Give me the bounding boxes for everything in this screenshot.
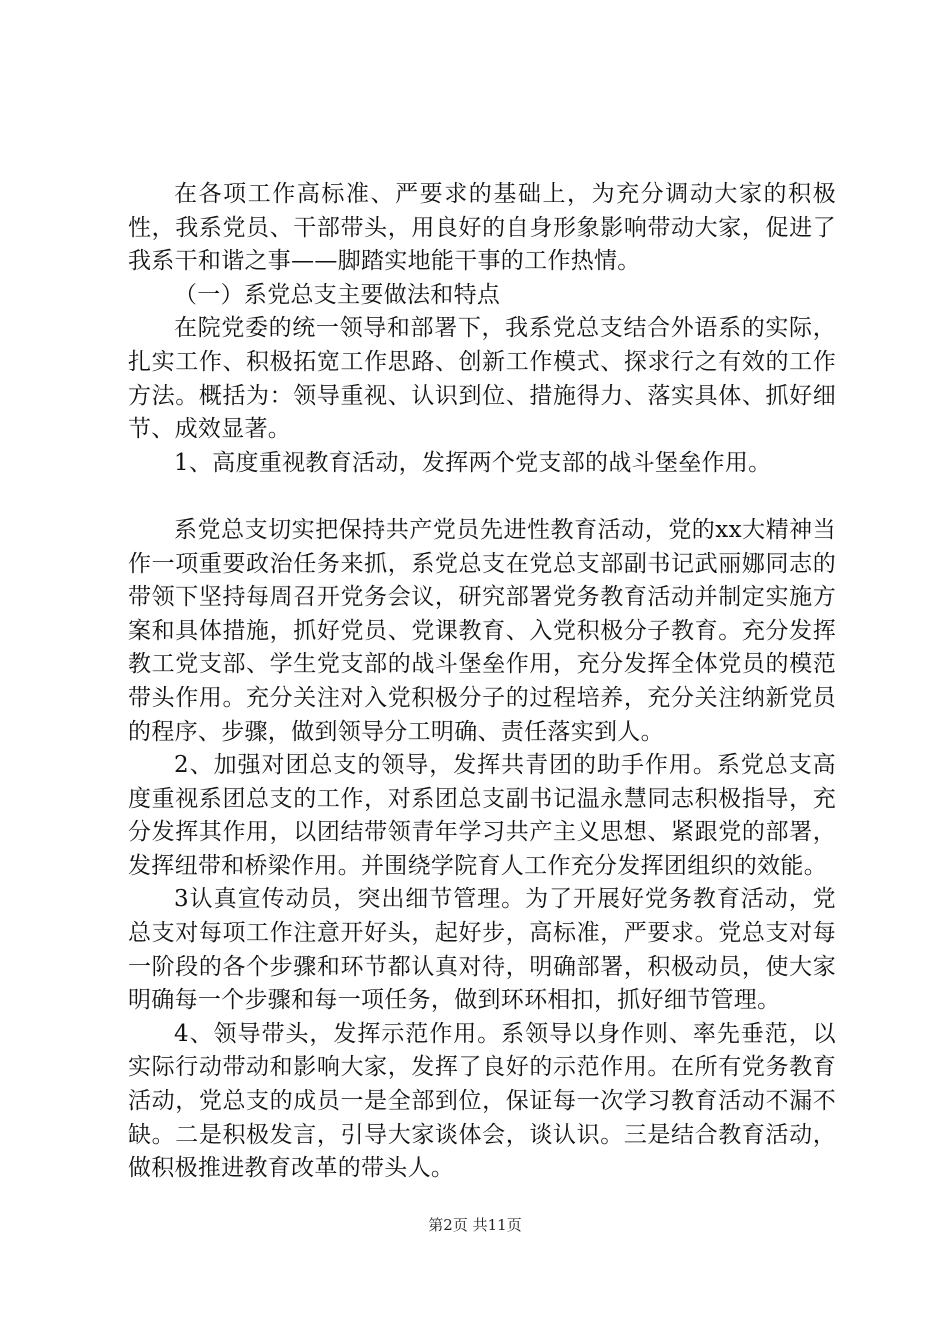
- paragraph-item-1: 系党总支切实把保持共产党员先进性教育活动，党的xx大精神当作一项重要政治任务来抓，系党总支在党总支部副书记武丽娜同志的带领下坚持每周召开党务会议，研究部署党务教育活动并制定实施方案和具体措施，抓好党员、党课教育、入党积极分子教育。充分发挥教工党支部、学生党支部的战斗堡垒作用，充分发挥全体党员的模范带头作用。充分关注对入党积极分子的过程培养，充分关注纳新党员的程序、步骤，做到领导分工明确、责任落实到人。: [128, 516, 836, 745]
- paragraph-intro: 在各项工作高标准、严要求的基础上，为充分调动大家的积极性，我系党员、干部带头，用良好的自身形象影响带动大家，促进了我系干和谐之事——脚踏实地能干事的工作热情。: [128, 181, 836, 275]
- section-heading: （一）系党总支主要做法和特点: [174, 281, 501, 308]
- page-number-footer: 第2页 共11页: [428, 1216, 522, 1234]
- paragraph-overview: 在院党委的统一领导和部署下，我系党总支结合外语系的实际，扎实工作、积极拓宽工作思路、创新工作模式、探求行之有效的工作方法。概括为：领导重视、认识到位、措施得力、落实具体、抓好细节、成效显著。: [128, 315, 836, 443]
- paragraph-item-3: 3认真宣传动员，突出细节管理。为了开展好党务教育活动，党总支对每项工作注意开好头，起好步，高标准，严要求。党总支对每一阶段的各个步骤和环节都认真对待，明确部署，积极动员，使大家明确每一个步骤和每一项任务，做到环环相扣，抓好细节管理。: [128, 886, 836, 1014]
- item-1-heading: 1、高度重视教育活动，发挥两个党支部的战斗堡垒作用。: [174, 449, 772, 476]
- paragraph-item-4: 4、领导带头，发挥示范作用。系领导以身作则、率先垂范，以实际行动带动和影响大家，发挥了良好的示范作用。在所有党务教育活动，党总支的成员一是全部到位，保证每一次学习教育活动不漏不缺。二是积极发言，引导大家谈体会，谈认识。三是结合教育活动，做积极推进教育改革的带头人。: [128, 1020, 836, 1182]
- document-body: [128, 178, 836, 1186]
- paragraph-item-2: 2、加强对团总支的领导，发挥共青团的助手作用。系党总支高度重视系团总支的工作，对系团总支副书记温永慧同志积极指导，充分发挥其作用，以团结带领青年学习共产主义思想、紧跟党的部署，发挥纽带和桥梁作用。并围绕学院育人工作充分发挥团组织的效能。: [128, 752, 836, 879]
